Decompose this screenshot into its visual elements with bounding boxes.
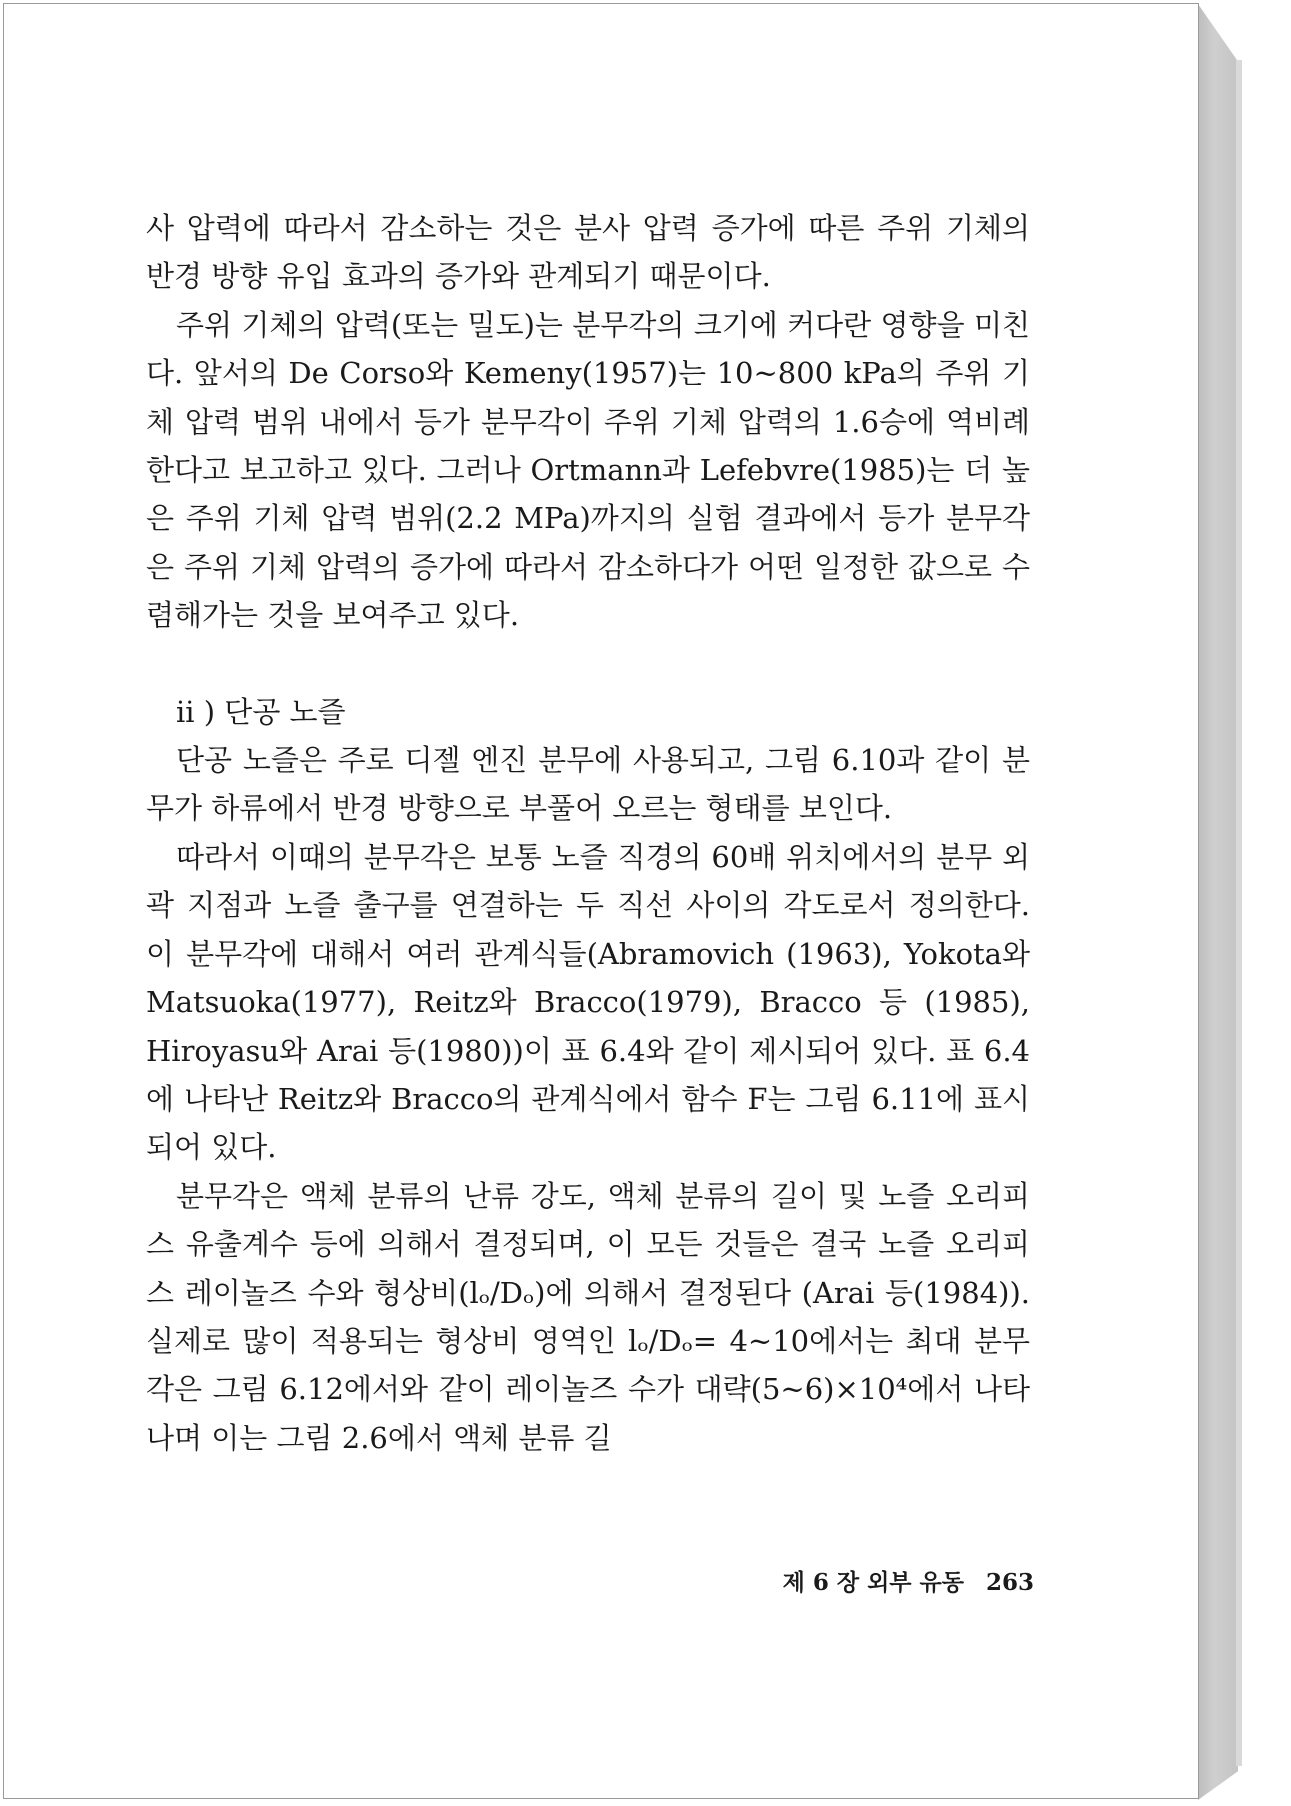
paragraph-ambient-pressure: 주위 기체의 압력(또는 밀도)는 분무각의 크기에 커다란 영향을 미친다. 앞서의 De Corso와 Kemeny(1957)는 10~800 kPa의 주위 기체 압력 범위 내에서 등가 분무각이 주위 기체 압력의 1.6승에 역비례한다고 보고하고 있다. 그러나 Ortmann과 Lefebvre(1985)는 더 높은 주위 기체 압력 범위(2.2 MPa)까지의 실험 결과에서 등가 분무각은 주위 기체 압력의 증가에 따라서 감소하다가 어떤 일정한 값으로 수렴해가는 것을 보여주고 있다. [146,307,1030,633]
footer-page-number: 263 [985,1569,1034,1596]
paragraph-single-hole-nozzle: 단공 노즐은 주로 디젤 엔진 분무에 사용되고, 그림 6.10과 같이 분무가 하류에서 반경 방향으로 부풀어 오르는 형태를 보인다. [146,743,1030,826]
section-spacer [146,640,1030,688]
page-body [146,204,1030,1462]
footer-chapter-title: 제 6 장 외부 유동 [782,1569,964,1596]
paragraph-continuation: 사 압력에 따라서 감소하는 것은 분사 압력 증가에 따른 주위 기체의 반경 방향 유입 효과의 증가와 관계되기 때문이다. [146,211,1030,294]
page-sheet [3,3,1199,1799]
paragraph-spray-angle-factors: 분무각은 액체 분류의 난류 강도, 액체 분류의 길이 및 노즐 오리피스 유출계수 등에 의해서 결정되며, 이 모든 것들은 결국 노즐 오리피스 레이놀즈 수와 형상비(lₒ/Dₒ)에 의해서 결정된다 (Arai 등(1984)). 실제로 많이 적용되는 형상비 영역인 lₒ/Dₒ= 4~10에서는 최대 분무각은 그림 6.12에서와 같이 레이놀즈 수가 대략(5~6)×10⁴에서 나타나며 이는 그림 2.6에서 액체 분류 길 [146,1178,1030,1455]
book-spine-highlight [1236,60,1242,1766]
section-heading: ii ) 단공 노즐 [176,694,346,729]
page-footer [694,1564,1034,1597]
paragraph-spray-angle-definition: 따라서 이때의 분무각은 보통 노즐 직경의 60배 위치에서의 분무 외곽 지점과 노즐 출구를 연결하는 두 직선 사이의 각도로서 정의한다. 이 분무각에 대해서 여러 관계식들(Abramovich (1963), Yokota와 Matsuoka(1977), Reitz와 Bracco(1979), Bracco 등 (1985), Hiroyasu와 Arai 등(1980))이 표 6.4와 같이 제시되어 있다. 표 6.4에 나타난 Reitz와 Bracco의 관계식에서 함수 F는 그림 6.11에 표시되어 있다. [146,839,1030,1165]
book-spine-edge [1198,4,1238,1800]
